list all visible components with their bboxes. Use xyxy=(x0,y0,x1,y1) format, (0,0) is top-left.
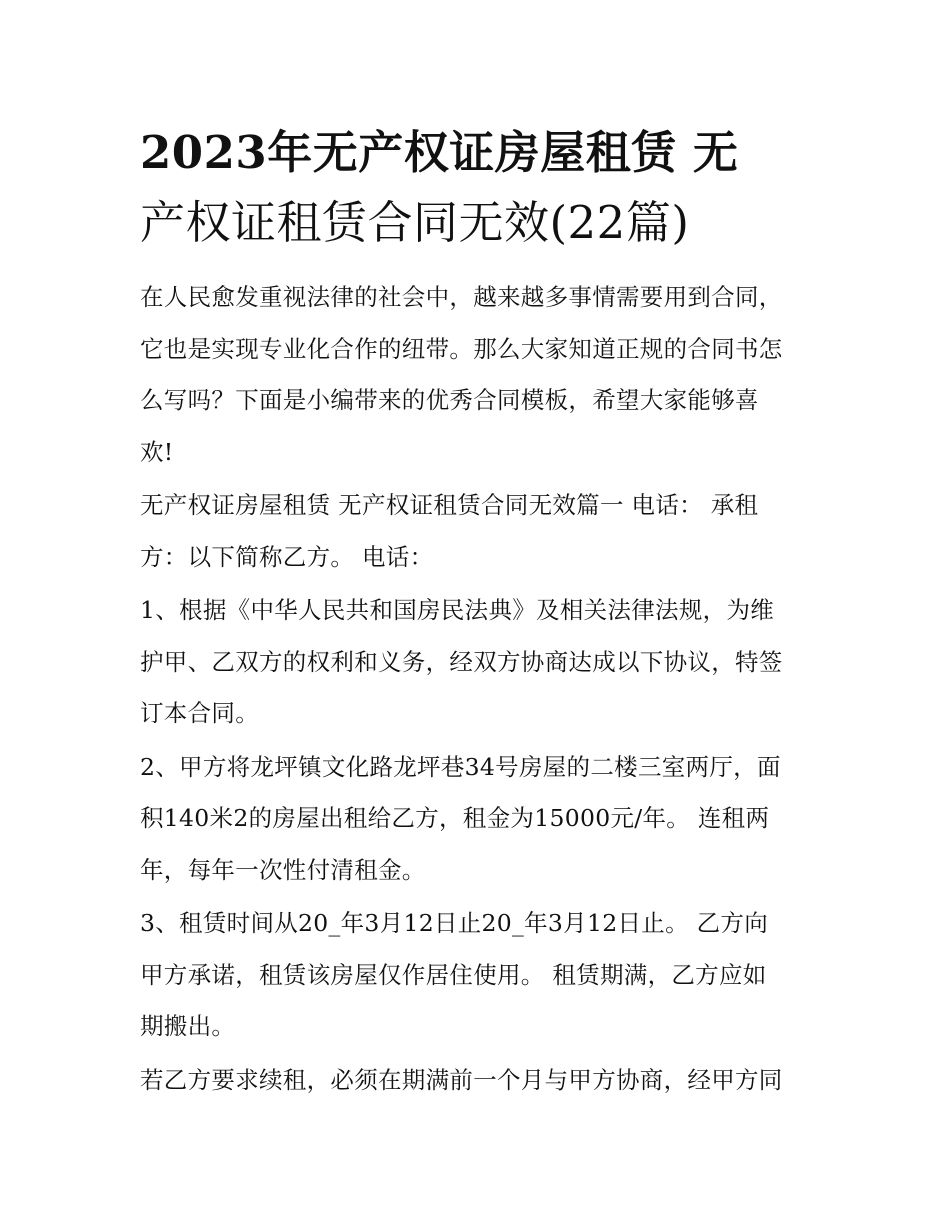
clause-2-paragraph: 2、甲方将龙坪镇文化路龙坪巷34号房屋的二楼三室两厅，面 积140米2的房屋出租给乙方，租金为15000元/年。 连租两 年，每年一次性付清租金。 xyxy=(140,752,781,884)
document-title xyxy=(140,118,815,258)
contract-header-paragraph: 无产权证房屋租赁 无产权证租赁合同无效篇一 电话： 承租 方：以下简称乙方。 电话： xyxy=(140,491,759,571)
clause-3-paragraph: 3、租赁时间从20_年3月12日止20_年3月12日止。 乙方向 甲方承诺，租赁该房屋仅作居住使用。 租赁期满，乙方应如 期搬出。 xyxy=(140,909,769,1040)
document-body xyxy=(140,118,815,1108)
title-line-1: 2023年无产权证房屋租赁 无 xyxy=(140,126,739,179)
intro-paragraph: 在人民愈发重视法律的社会中，越来越多事情需要用到合同， 它也是实现专业化合作的纽带。那么大家知道正规的合同书怎 么写吗？下面是小编带来的优秀合同模板，希望大家能够喜 欢! xyxy=(140,283,783,466)
clause-1-paragraph: 1、根据《中华人民共和国房民法典》及相关法律法规，为维 护甲、乙双方的权利和义务，经双方协商达成以下协议，特签 订本合同。 xyxy=(140,596,783,727)
title-line-2: 产权证租赁合同无效(22篇) xyxy=(140,196,690,249)
renewal-paragraph: 若乙方要求续租，必须在期满前一个月与甲方协商，经甲方同 xyxy=(140,1065,783,1094)
